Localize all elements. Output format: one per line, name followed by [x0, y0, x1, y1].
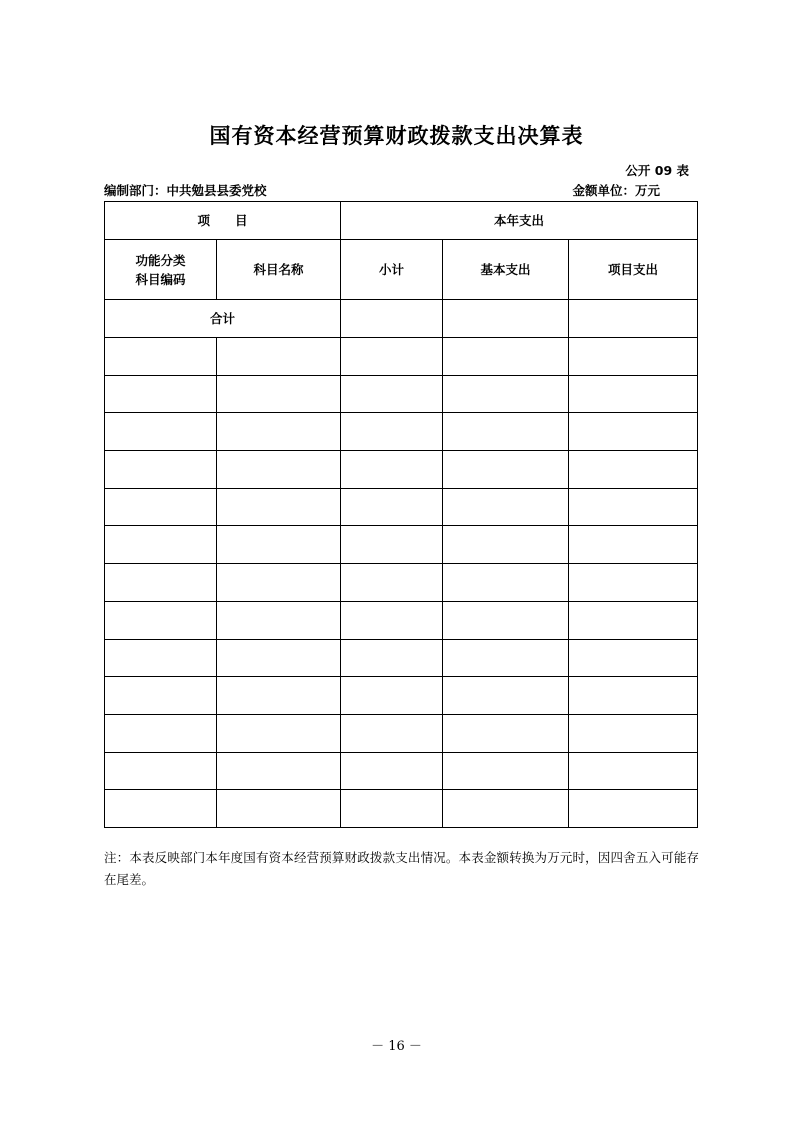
- header-project-cell: 项目支出: [569, 240, 698, 300]
- header-row-1: [105, 202, 698, 240]
- page-number: － 16 －: [371, 1039, 422, 1054]
- table-cell: [217, 601, 341, 639]
- form-number: 公开 09 表: [625, 163, 689, 178]
- table-cell: [443, 752, 569, 790]
- header-subtotal-cell: 小计: [341, 240, 443, 300]
- table-row: [105, 413, 698, 451]
- table-cell: [105, 375, 217, 413]
- table-cell: [569, 790, 698, 828]
- table-cell: [341, 639, 443, 677]
- table-cell: [217, 677, 341, 715]
- table-cell: [443, 526, 569, 564]
- page-title: 国有资本经营预算财政拨款支出决算表: [209, 124, 584, 148]
- table-row: [105, 451, 698, 489]
- table-cell: [105, 526, 217, 564]
- table-cell: [341, 752, 443, 790]
- table-cell: [569, 677, 698, 715]
- table-cell: [341, 714, 443, 752]
- table-cell: [569, 338, 698, 376]
- table-cell: [217, 639, 341, 677]
- table-cell: [105, 677, 217, 715]
- table-cell: [341, 413, 443, 451]
- table-cell: [341, 338, 443, 376]
- total-subtotal-cell: [341, 300, 443, 338]
- header-basic-cell: 基本支出: [443, 240, 569, 300]
- table-cell: [105, 714, 217, 752]
- table-cell: [105, 790, 217, 828]
- table-cell: [569, 714, 698, 752]
- table-cell: [217, 451, 341, 489]
- table-cell: [105, 413, 217, 451]
- table-cell: [569, 488, 698, 526]
- table-cell: [443, 413, 569, 451]
- table-cell: [443, 677, 569, 715]
- table-row: [105, 752, 698, 790]
- table-cell: [105, 338, 217, 376]
- table-cell: [105, 752, 217, 790]
- table-cell: [569, 413, 698, 451]
- department-label: 编制部门：中共勉县县委党校: [104, 183, 267, 198]
- table-cell: [443, 338, 569, 376]
- expenditure-table: [104, 201, 698, 828]
- amount-unit-label: 金额单位：万元: [572, 183, 660, 198]
- table-cell: [569, 375, 698, 413]
- footnote: 注：本表反映部门本年度国有资本经营预算财政拨款支出情况。本表金额转换为万元时，因四舍五入可能存在尾差。: [104, 850, 699, 887]
- table-cell: [341, 677, 443, 715]
- table-cell: [443, 601, 569, 639]
- total-project-cell: [569, 300, 698, 338]
- table-cell: [443, 714, 569, 752]
- table-cell: [105, 564, 217, 602]
- table-cell: [341, 488, 443, 526]
- table-cell: [443, 451, 569, 489]
- table-cell: [569, 564, 698, 602]
- table-cell: [217, 752, 341, 790]
- table-row: [105, 677, 698, 715]
- table-row: [105, 790, 698, 828]
- table-row: [105, 375, 698, 413]
- table-row: [105, 526, 698, 564]
- total-label-cell: 合计: [105, 300, 341, 338]
- table-cell: [105, 488, 217, 526]
- header-code-cell: 功能分类 科目编码: [105, 240, 217, 300]
- table-cell: [569, 526, 698, 564]
- table-cell: [341, 451, 443, 489]
- total-row: [105, 300, 698, 338]
- table-cell: [569, 752, 698, 790]
- table-cell: [217, 488, 341, 526]
- total-basic-cell: [443, 300, 569, 338]
- table-cell: [341, 790, 443, 828]
- table-cell: [217, 375, 341, 413]
- table-cell: [105, 601, 217, 639]
- table-row: [105, 564, 698, 602]
- table-cell: [341, 375, 443, 413]
- table-cell: [443, 639, 569, 677]
- table-cell: [105, 451, 217, 489]
- table-cell: [443, 564, 569, 602]
- table-cell: [569, 601, 698, 639]
- header-row-2: [105, 240, 698, 300]
- table-cell: [341, 526, 443, 564]
- table-row: [105, 338, 698, 376]
- header-spend-cell: 本年支出: [341, 202, 698, 240]
- table-row: [105, 639, 698, 677]
- table-cell: [569, 451, 698, 489]
- header-item-cell: 项 目: [105, 202, 341, 240]
- table-row: [105, 488, 698, 526]
- table-cell: [217, 714, 341, 752]
- table-cell: [217, 526, 341, 564]
- table-cell: [105, 639, 217, 677]
- table-cell: [443, 488, 569, 526]
- table-cell: [217, 413, 341, 451]
- table-cell: [569, 639, 698, 677]
- header-name-cell: 科目名称: [217, 240, 341, 300]
- table-cell: [443, 375, 569, 413]
- table-cell: [217, 790, 341, 828]
- table-cell: [341, 601, 443, 639]
- table-row: [105, 714, 698, 752]
- table-cell: [217, 338, 341, 376]
- table-row: [105, 601, 698, 639]
- table-cell: [341, 564, 443, 602]
- table-cell: [217, 564, 341, 602]
- table-cell: [443, 790, 569, 828]
